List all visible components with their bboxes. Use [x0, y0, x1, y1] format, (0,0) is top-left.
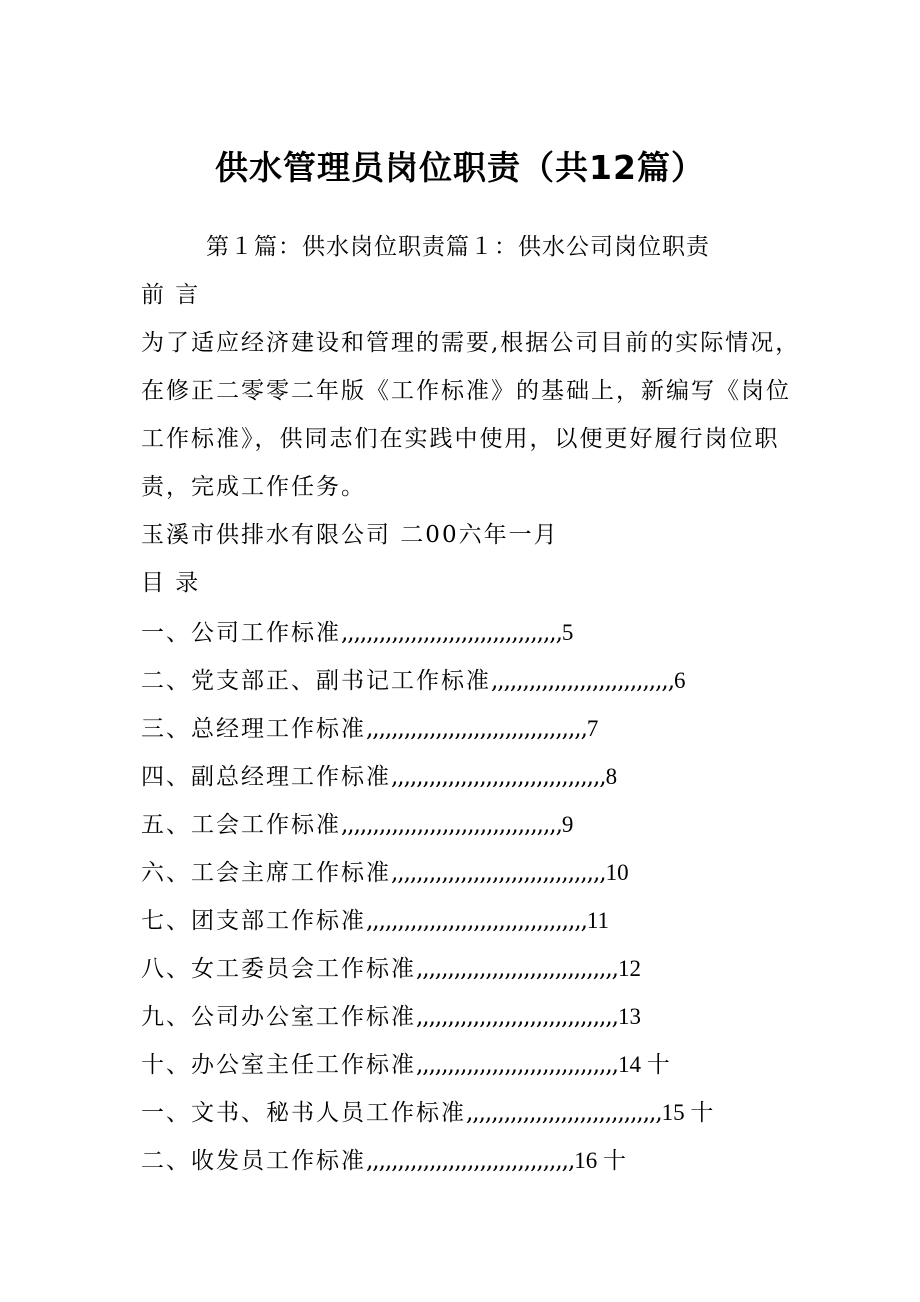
toc-item [141, 1000, 641, 1034]
toc-page-number: 7 [586, 716, 599, 741]
toc-item-label: 一、文书、秘书人员工作标准 [141, 1100, 466, 1126]
toc-item-label: 六、工会主席工作标准 [141, 860, 391, 886]
toc-heading: 目 录 [141, 570, 201, 596]
toc-page-number: 8 [605, 764, 618, 789]
toc-leader-dots: ,,,,,,,,,,,,,,,,,,,,,,,,,,,,,,, [466, 1100, 662, 1126]
toc-page-number: 9 [561, 812, 574, 837]
toc-item [141, 712, 598, 746]
toc-page-number: 14 十 [617, 1052, 670, 1077]
document-title: 供水管理员岗位职责（共12篇） [215, 148, 705, 187]
toc-leader-dots: ,,,,,,,,,,,,,,,,,,,,,,,,,,,,,,,,,,, [341, 812, 562, 838]
toc-item [141, 856, 629, 890]
toc-leader-dots: ,,,,,,,,,,,,,,,,,,,,,,,,,,,,,,,,, [366, 1148, 575, 1174]
toc-item-label: 七、团支部工作标准 [141, 908, 366, 934]
toc-leader-dots: ,,,,,,,,,,,,,,,,,,,,,,,,,,,,,,,, [416, 1004, 618, 1030]
toc-item [141, 1144, 626, 1178]
toc-leader-dots: ,,,,,,,,,,,,,,,,,,,,,,,,,,,,,,,,,, [391, 860, 606, 886]
toc-item-label: 十、办公室主任工作标准 [141, 1052, 416, 1078]
toc-page-number: 13 [617, 1004, 641, 1029]
toc-item [141, 1048, 670, 1082]
toc-item [141, 1096, 713, 1130]
toc-item-label: 四、副总经理工作标准 [141, 764, 391, 790]
toc-page-number: 6 [674, 668, 686, 693]
toc-item-label: 三、总经理工作标准 [141, 716, 366, 742]
signature-line: 玉溪市供排水有限公司 二00六年一月 [141, 522, 559, 548]
preface-heading: 前 言 [141, 282, 201, 308]
preface-line: 在修正二零零二年版《工作标准》的基础上，新编写《岗位 [141, 378, 791, 404]
document-subtitle: 第１篇：供水岗位职责篇１：供水公司岗位职责 [206, 234, 710, 260]
toc-item-label: 二、收发员工作标准 [141, 1148, 366, 1174]
toc-page-number: 11 [586, 908, 610, 933]
toc-page-number: 5 [561, 620, 574, 645]
preface-line: 责，完成工作任务。 [141, 474, 366, 500]
toc-item [141, 808, 573, 842]
toc-item-label: 五、工会工作标准 [141, 812, 341, 838]
toc-item [141, 952, 641, 986]
toc-page-number: 15 十 [661, 1100, 714, 1125]
toc-item [141, 904, 609, 938]
toc-leader-dots: ,,,,,,,,,,,,,,,,,,,,,,,,,,,,,,,,,,, [366, 716, 587, 742]
toc-item-label: 二、党支部正、副书记工作标准 [141, 668, 491, 694]
toc-item-label: 八、女工委员会工作标准 [141, 956, 416, 982]
preface-line: 为了适应经济建设和管理的需要,根据公司目前的实际情况， [141, 330, 801, 356]
toc-item-label: 九、公司办公室工作标准 [141, 1004, 416, 1030]
toc-item-label: 一、公司工作标准 [141, 620, 341, 646]
toc-leader-dots: ,,,,,,,,,,,,,,,,,,,,,,,,,,,,,,,,,,, [366, 908, 587, 934]
toc-leader-dots: ,,,,,,,,,,,,,,,,,,,,,,,,,,,,,,,, [416, 1052, 618, 1078]
toc-page-number: 10 [605, 860, 629, 885]
toc-page-number: 16 十 [574, 1148, 627, 1173]
preface-line: 工作标准》，供同志们在实践中使用，以便更好履行岗位职 [141, 426, 780, 452]
toc-item [141, 664, 686, 698]
toc-leader-dots: ,,,,,,,,,,,,,,,,,,,,,,,,,,,,,,,,,,, [341, 620, 562, 646]
toc-leader-dots: ,,,,,,,,,,,,,,,,,,,,,,,,,,,,,,,,,, [391, 764, 606, 790]
toc-leader-dots: ,,,,,,,,,,,,,,,,,,,,,,,,,,,,, [491, 668, 675, 694]
toc-leader-dots: ,,,,,,,,,,,,,,,,,,,,,,,,,,,,,,,, [416, 956, 618, 982]
toc-item [141, 760, 617, 794]
toc-item [141, 616, 573, 650]
toc-page-number: 12 [617, 956, 641, 981]
